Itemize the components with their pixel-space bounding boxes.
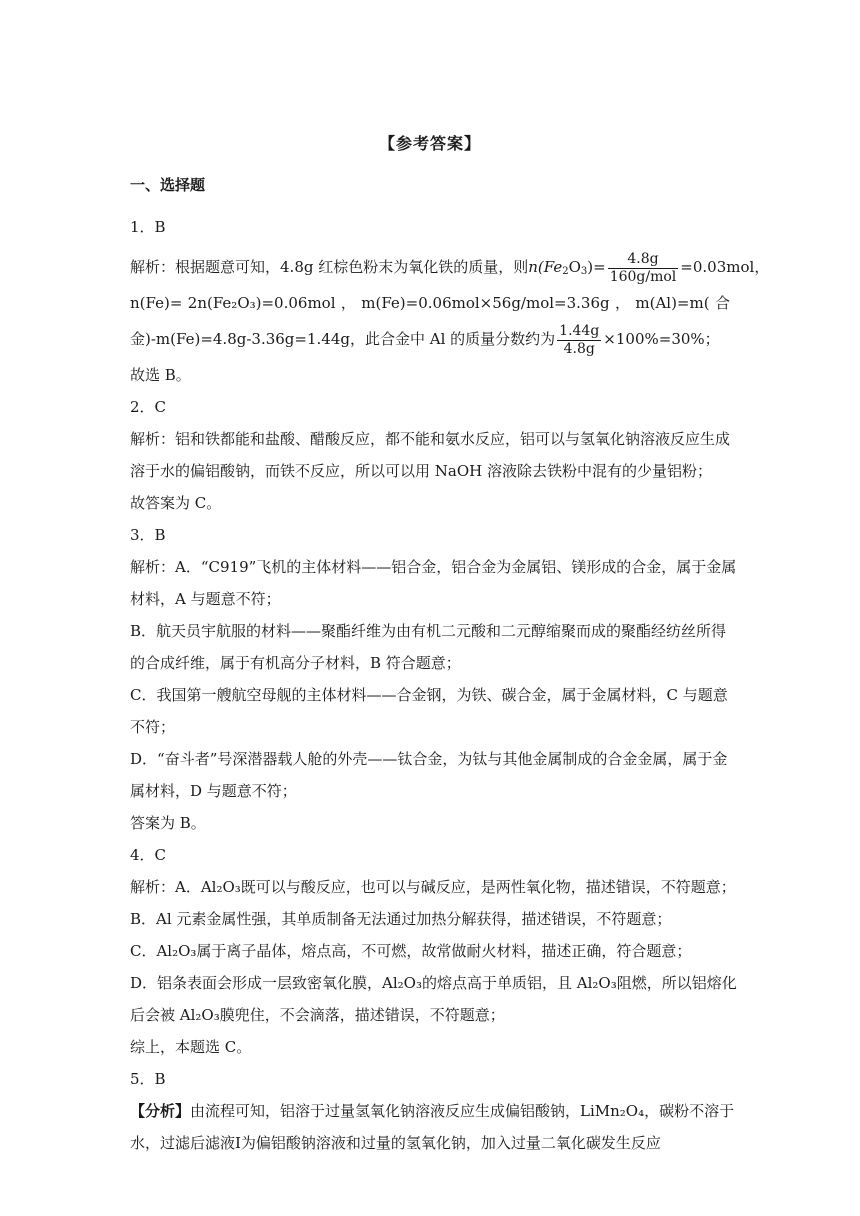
q1-l2-part: m(Al)=m( — [635, 294, 710, 312]
q1-l2-part: 合 — [714, 294, 730, 312]
q1-line-1: 解析：根据题意可知，4.8g 红棕色粉末为氧化铁的质量，则$n(Fe_2O_3)=$ $\frac{4.8g}{\text{160g/mol}}$ =0.03mol， — [130, 250, 770, 285]
q1-l2-part: m(Fe)=0.06mol×56g/mol=3.36g — [361, 294, 610, 312]
q1-l2-part: ， — [614, 294, 630, 312]
q3-line: 答案为 B。 — [130, 814, 206, 832]
q4-line: B．Al 元素金属性强，其单质制备无法通过加热分解获得，描述错误，不符题意； — [130, 910, 672, 928]
q2-number: 2．C — [130, 398, 167, 416]
q3-line: 材料，A 与题意不符； — [130, 590, 281, 608]
q1-l2-part: 2n(Fe₂O₃)=0.06mol — [187, 294, 336, 312]
q1-frac2-denominator: 4.8g — [563, 340, 595, 357]
q1-n-label: n(Fe — [528, 258, 563, 276]
q2-line: 故答案为 C。 — [130, 494, 222, 512]
q3-line: 解析：A．“C919”飞机的主体材料——铝合金，铝合金为金属铝、镁形成的合金，属于金属 — [130, 558, 737, 576]
q1-line-3 — [130, 317, 730, 361]
q5-line-1 — [130, 1097, 735, 1125]
q1-line1-post: =0.03mol， — [680, 258, 770, 276]
q4-line: C．Al₂O₃属于离子晶体，熔点高，不可燃，故常做耐火材料，描述正确，符合题意； — [130, 942, 692, 960]
q1-l2-part: ， — [340, 294, 356, 312]
q5-number: 5．B — [130, 1070, 166, 1088]
q1-conclusion: 故选 B。 — [130, 366, 191, 384]
q1-line-2 — [130, 289, 730, 317]
q1-line3-pre: 金)-m(Fe)=4.8g-3.36g=1.44g，此合金中 Al 的质量分数约为 — [130, 330, 556, 348]
q3-line: D．“奋斗者”号深潜器载人舱的外壳——钛合金，为钛与其他金属制成的合金金属，属于金 — [130, 750, 728, 768]
q2-line: 解析：铝和铁都能和盐酸、醋酸反应，都不能和氨水反应，铝可以与氢氧化钠溶液反应生成 — [130, 430, 731, 448]
q3-line: 属材料，D 与题意不符； — [130, 782, 297, 800]
q4-number: 4．C — [130, 846, 167, 864]
q3-line: B．航天员宇航服的材料——聚酯纤维为由有机二元酸和二元醇缩聚而成的聚酯经纺丝所得 — [130, 622, 727, 640]
q4-line: 综上，本题选 C。 — [130, 1038, 252, 1056]
page-title: 【参考答案】 — [378, 134, 481, 153]
q1-line1-pre: 解析：根据题意可知，4.8g 红棕色粉末为氧化铁的质量，则 — [130, 258, 529, 276]
q5-line: 水，过滤后滤液Ⅰ为偏铝酸钠溶液和过量的氢氧化钠，加入过量二氧化碳发生反应 — [130, 1134, 661, 1152]
q3-number: 3．B — [130, 526, 166, 544]
q1-fraction-1 — [608, 251, 679, 286]
q1-l2-part: n(Fe)= — [130, 294, 183, 312]
q1-n-o: O — [568, 258, 581, 276]
q5-line-text: 由流程可知，铝溶于过量氢氧化钠溶液反应生成偏铝酸钠，LiMn₂O₄，碳粉不溶于 — [190, 1102, 735, 1120]
q3-line: C．我国第一艘航空母舰的主体材料——合金钢，为铁、碳合金，属于金属材料，C 与题意 — [130, 686, 728, 704]
q1-fraction-2 — [557, 323, 601, 358]
q1-frac1-numerator: 4.8g — [608, 251, 679, 269]
q3-line: 不符； — [130, 718, 176, 736]
section-heading: 一、选择题 — [130, 176, 206, 194]
q4-line: 后会被 Al₂O₃膜兜住，不会滴落，描述错误，不符题意； — [130, 1006, 505, 1024]
q4-line: 解析：A．Al₂O₃既可以与酸反应，也可以与碱反应，是两性氧化物，描述错误，不符题意； — [130, 878, 736, 896]
q1-frac2-numerator: 1.44g — [559, 322, 600, 339]
q5-analysis-tag: 【分析】 — [130, 1102, 191, 1120]
answer-body — [130, 213, 770, 1161]
q1-number: 1．B — [130, 218, 166, 236]
q4-line: D．铝条表面会形成一层致密氧化膜，Al₂O₃的熔点高于单质铝，且 Al₂O₃阻燃，所以铝熔化 — [130, 974, 737, 992]
q1-n-eq: )= — [587, 258, 606, 276]
q1-frac1-denominator: 160g/mol — [609, 268, 677, 285]
q2-line: 溶于水的偏铝酸钠，而铁不反应，所以可以用 NaOH 溶液除去铁粉中混有的少量铝粉； — [130, 462, 712, 480]
q1-line3-post: ×100%=30%； — [603, 330, 720, 348]
q3-line: 的合成纤维，属于有机高分子材料，B 符合题意； — [130, 654, 461, 672]
